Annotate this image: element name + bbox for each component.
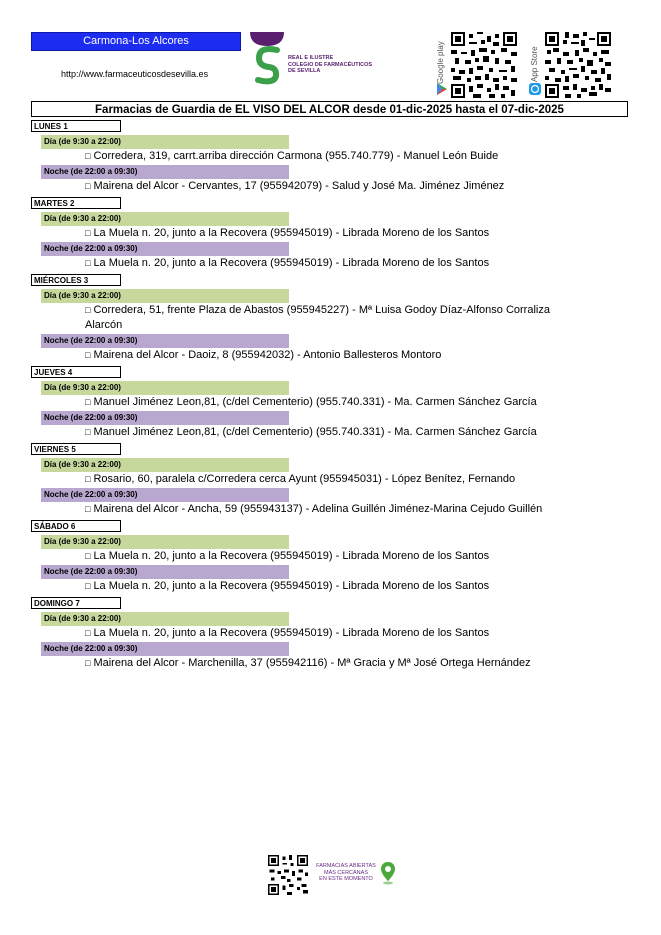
pharmacy-entry[interactable] [85, 179, 585, 195]
checkbox-icon: □ [85, 397, 91, 407]
day-block [31, 366, 631, 441]
footer-caption: FARMACIAS ABIERTAS MÁS CERCANAS EN ESTE MOMENTO [316, 863, 376, 882]
day-shift-label: Día (de 9:30 a 22:00) [41, 612, 289, 626]
night-shift-label: Noche (de 22:00 a 09:30) [41, 165, 289, 179]
night-shift-label: Noche (de 22:00 a 09:30) [41, 334, 289, 348]
checkbox-icon: □ [85, 504, 91, 514]
page-title: Farmacias de Guardia de EL VISO DEL ALCOR desde 01-dic-2025 hasta el 07-dic-2025 [31, 101, 628, 117]
pharmacy-entry[interactable] [85, 549, 585, 565]
app-store-icon[interactable] [529, 83, 541, 95]
checkbox-icon: □ [85, 658, 91, 668]
checkbox-icon: □ [85, 474, 91, 484]
day-block [31, 443, 631, 518]
day-shift-label: Día (de 9:30 a 22:00) [41, 381, 289, 395]
day-block [31, 274, 631, 364]
pharmacy-entry-text: Manuel Jiménez Leon,81, (c/del Cementerio) (955.740.331) - Ma. Carmen Sánchez García [93, 426, 537, 438]
app-store-label: App Store [530, 46, 539, 82]
pharmacy-entry[interactable] [85, 502, 585, 518]
day-header: DOMINGO 7 [31, 597, 121, 609]
pharmacy-entry-text: Corredera, 319, carrt.arriba dirección Carmona (955.740.779) - Manuel León Buide [93, 150, 499, 162]
day-header: LUNES 1 [31, 120, 121, 132]
checkbox-icon: □ [85, 181, 91, 191]
night-shift-label: Noche (de 22:00 a 09:30) [41, 242, 289, 256]
google-play-qr-icon[interactable] [451, 32, 517, 98]
pharmacy-entry-text: Corredera, 51, frente Plaza de Abastos (955945227) - Mª Luisa Godoy Díaz-Alfonso Corraliza Alarcón [85, 304, 550, 331]
day-shift-label: Día (de 9:30 a 22:00) [41, 135, 289, 149]
night-shift-label: Noche (de 22:00 a 09:30) [41, 642, 289, 656]
checkbox-icon: □ [85, 350, 91, 360]
schedule-list [31, 120, 631, 674]
checkbox-icon: □ [85, 228, 91, 238]
pharmacy-entry[interactable] [85, 626, 585, 642]
college-logo [249, 32, 289, 88]
checkbox-icon: □ [85, 151, 91, 161]
pharmacy-entry[interactable] [85, 226, 585, 242]
pharmacy-entry-text: Manuel Jiménez Leon,81, (c/del Cementerio) (955.740.331) - Ma. Carmen Sánchez García [93, 396, 537, 408]
google-play-icon[interactable] [436, 83, 448, 95]
pharmacy-entry[interactable] [85, 425, 585, 441]
pharmacy-entry[interactable] [85, 656, 585, 672]
day-shift-label: Día (de 9:30 a 22:00) [41, 535, 289, 549]
day-shift-label: Día (de 9:30 a 22:00) [41, 458, 289, 472]
day-shift-label: Día (de 9:30 a 22:00) [41, 212, 289, 226]
pharmacy-entry-text: La Muela n. 20, junto a la Recovera (955945019) - Librada Moreno de los Santos [93, 627, 490, 639]
footer-qr-icon[interactable] [268, 855, 308, 895]
pharmacy-entry-text: La Muela n. 20, junto a la Recovera (955945019) - Librada Moreno de los Santos [93, 550, 490, 562]
pharmacy-entry[interactable] [85, 472, 585, 488]
website-link[interactable]: http://www.farmaceuticosdesevilla.es [61, 69, 209, 79]
day-header: VIERNES 5 [31, 443, 121, 455]
pharmacy-entry-text: La Muela n. 20, junto a la Recovera (955945019) - Librada Moreno de los Santos [93, 580, 490, 592]
pharmacy-entry-text: Mairena del Alcor - Ancha, 59 (955943137) - Adelina Guillén Jiménez-Marina Cejudo Guillén [93, 503, 543, 515]
pharmacy-entry[interactable] [85, 256, 585, 272]
college-logo-text: REAL E ILUSTRE COLEGIO DE FARMACÉUTICOS DE SEVILLA [288, 55, 373, 74]
pharmacy-entry[interactable] [85, 395, 585, 411]
pharmacy-entry-text: La Muela n. 20, junto a la Recovera (955945019) - Librada Moreno de los Santos [93, 257, 490, 269]
pharmacy-entry[interactable] [85, 348, 585, 364]
pharmacy-entry-text: Mairena del Alcor - Marchenilla, 37 (955942116) - Mª Gracia y Mª José Ortega Hernández [93, 657, 531, 669]
day-block [31, 520, 631, 595]
day-header: JUEVES 4 [31, 366, 121, 378]
pharmacy-entry-text: Rosario, 60, paralela c/Corredera cerca Ayunt (955945031) - López Benítez, Fernando [93, 473, 516, 485]
pharmacy-entry[interactable] [85, 303, 585, 334]
checkbox-icon: □ [85, 581, 91, 591]
location-pin-icon[interactable] [381, 862, 395, 886]
google-play-label: Google play [436, 41, 445, 84]
night-shift-label: Noche (de 22:00 a 09:30) [41, 411, 289, 425]
pharmacy-entry-text: Mairena del Alcor - Cervantes, 17 (955942079) - Salud y José Ma. Jiménez Jiménez [93, 180, 505, 192]
checkbox-icon: □ [85, 427, 91, 437]
checkbox-icon: □ [85, 628, 91, 638]
pharmacy-entry[interactable] [85, 579, 585, 595]
pharmacy-entry-text: Mairena del Alcor - Daoiz, 8 (955942032) - Antonio Ballesteros Montoro [93, 349, 442, 361]
checkbox-icon: □ [85, 258, 91, 268]
day-header: MARTES 2 [31, 197, 121, 209]
day-block [31, 120, 631, 195]
checkbox-icon: □ [85, 305, 91, 315]
night-shift-label: Noche (de 22:00 a 09:30) [41, 565, 289, 579]
day-block [31, 597, 631, 672]
app-store-qr-icon[interactable] [545, 32, 611, 98]
day-shift-label: Día (de 9:30 a 22:00) [41, 289, 289, 303]
day-block [31, 197, 631, 272]
pharmacy-entry[interactable] [85, 149, 585, 165]
pharmacy-entry-text: La Muela n. 20, junto a la Recovera (955945019) - Librada Moreno de los Santos [93, 227, 490, 239]
night-shift-label: Noche (de 22:00 a 09:30) [41, 488, 289, 502]
zone-label: Carmona-Los Alcores [31, 32, 241, 51]
day-header: SÁBADO 6 [31, 520, 121, 532]
checkbox-icon: □ [85, 551, 91, 561]
day-header: MIÉRCOLES 3 [31, 274, 121, 286]
